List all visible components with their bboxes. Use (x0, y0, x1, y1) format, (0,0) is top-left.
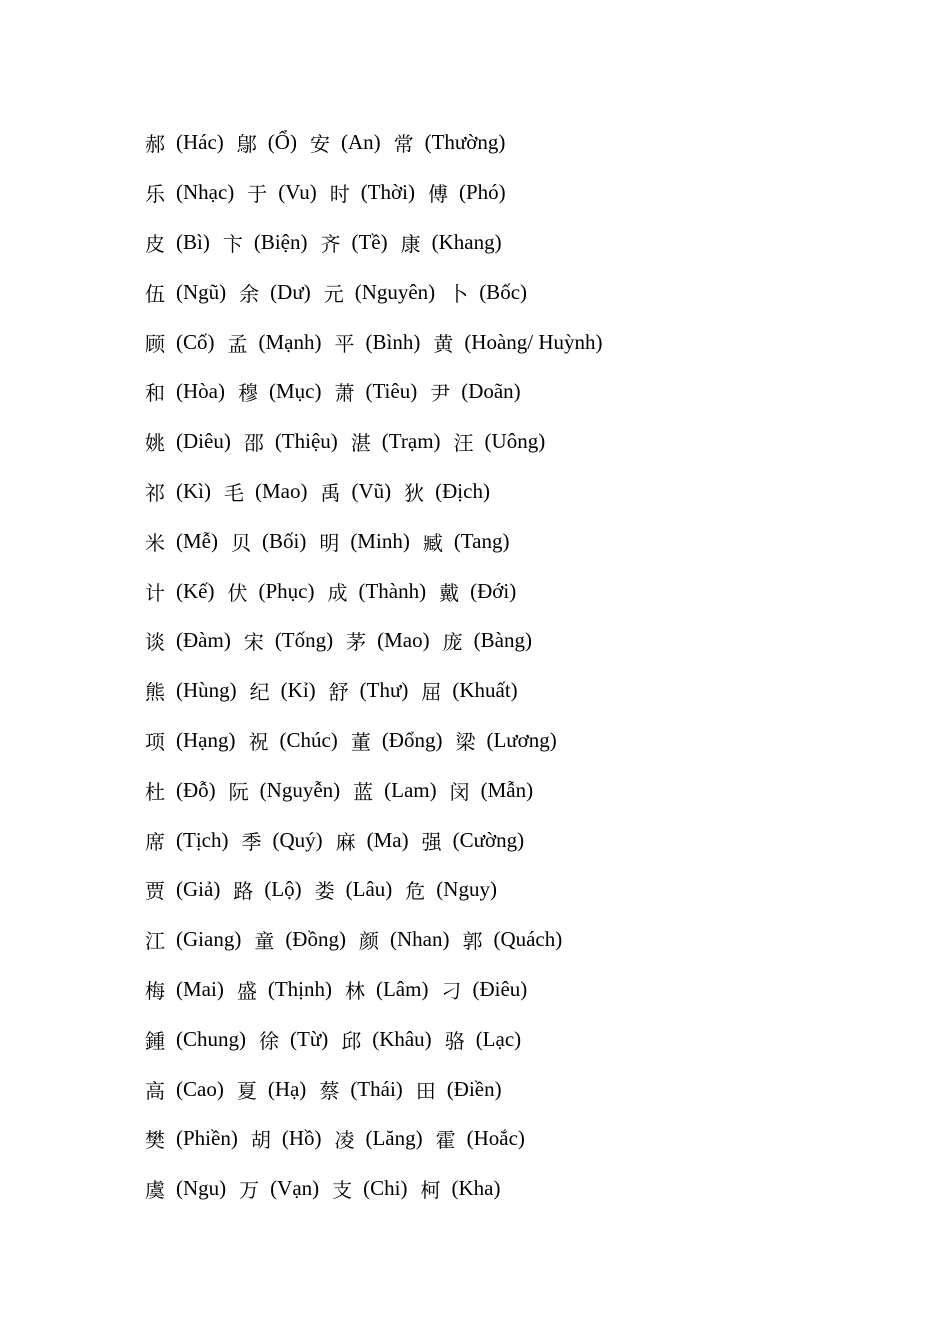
han-character: 夏 (236, 1078, 257, 1103)
han-character: 闵 (449, 779, 470, 804)
han-character: 计 (145, 580, 165, 605)
surname-entry (319, 527, 410, 556)
vietnamese-reading: (Hồ) (281, 1126, 322, 1151)
surname-entry (423, 527, 510, 556)
surname-entry (439, 577, 516, 606)
surname-entry (233, 875, 301, 904)
han-character: 谈 (145, 630, 165, 655)
vietnamese-reading: (Phó) (458, 180, 506, 205)
vietnamese-reading: (Chung) (176, 1026, 246, 1051)
han-character: 路 (233, 879, 254, 904)
vietnamese-reading: (Kế) (176, 578, 215, 603)
surname-entry (320, 477, 391, 506)
han-character: 郝 (145, 132, 165, 157)
han-character: 祝 (248, 729, 269, 754)
surname-entry (334, 328, 420, 357)
vietnamese-reading: (Biện) (253, 229, 308, 254)
surname-entry (334, 1124, 422, 1153)
han-character: 余 (239, 281, 260, 306)
surname-list (145, 118, 616, 1214)
vietnamese-reading: (Đàm) (176, 628, 231, 653)
vietnamese-reading: (Cao) (176, 1076, 224, 1101)
han-character: 刁 (441, 978, 462, 1003)
han-character: 茅 (346, 630, 367, 655)
surname-row (145, 1014, 616, 1064)
han-character: 康 (400, 231, 421, 256)
han-character: 董 (350, 729, 371, 754)
surname-entry (250, 676, 316, 705)
han-character: 乐 (145, 182, 165, 207)
han-character: 霍 (435, 1128, 456, 1153)
han-character: 凌 (334, 1128, 355, 1153)
vietnamese-reading: (Bình) (365, 329, 421, 354)
surname-entry (441, 975, 527, 1004)
surname-row (145, 965, 616, 1015)
han-character: 常 (393, 132, 414, 157)
surname-row (145, 765, 616, 815)
han-character: 纪 (249, 680, 270, 705)
surname-entry (241, 826, 322, 855)
han-character: 高 (145, 1078, 165, 1103)
han-character: 梅 (145, 978, 165, 1003)
han-character: 徐 (259, 1028, 279, 1053)
surname-row (145, 716, 616, 766)
surname-row (145, 168, 616, 218)
han-character: 于 (247, 182, 268, 207)
surname-row (145, 417, 616, 467)
vietnamese-reading: (Khuất) (452, 678, 518, 703)
vietnamese-reading: (Lạc) (475, 1026, 522, 1051)
vietnamese-reading: (Chi) (363, 1176, 408, 1201)
vietnamese-reading: (Giả) (176, 877, 221, 902)
vietnamese-reading: (Giang) (176, 927, 242, 952)
surname-entry (145, 377, 225, 406)
han-character: 骆 (444, 1028, 465, 1053)
han-character: 万 (239, 1178, 260, 1203)
vietnamese-reading: (Đỗ) (176, 777, 216, 802)
han-character: 元 (323, 281, 344, 306)
surname-entry (145, 128, 224, 157)
surname-entry (394, 128, 506, 157)
han-character: 支 (332, 1178, 353, 1203)
surname-entry (443, 626, 532, 655)
vietnamese-reading: (Minh) (350, 528, 410, 553)
vietnamese-reading: (Trạm) (381, 429, 441, 454)
han-character: 杜 (145, 779, 165, 804)
surname-entry (145, 577, 214, 606)
han-character: 江 (145, 929, 165, 954)
han-character: 邱 (341, 1028, 362, 1053)
surname-entry (416, 1075, 502, 1104)
vietnamese-reading: (Lam) (384, 777, 437, 802)
han-character: 贝 (230, 530, 251, 555)
surname-entry (259, 1025, 328, 1054)
vietnamese-reading: (Đổng) (381, 727, 443, 752)
han-character: 毛 (224, 480, 244, 505)
han-character: 明 (319, 530, 340, 555)
han-character: 和 (145, 381, 165, 406)
han-character: 梁 (455, 729, 476, 754)
han-character: 强 (421, 829, 442, 854)
surname-entry (421, 676, 517, 705)
surname-row (145, 566, 616, 616)
surname-entry (346, 626, 429, 655)
vietnamese-reading: (Thường) (424, 130, 506, 155)
vietnamese-reading: (Thái) (350, 1076, 403, 1101)
vietnamese-reading: (Nhan) (389, 927, 450, 952)
surname-entry (248, 726, 337, 755)
surname-row (145, 218, 616, 268)
surname-entry (334, 377, 417, 406)
vietnamese-reading: (Kha) (451, 1176, 501, 1201)
surname-entry (145, 776, 216, 805)
surname-row (145, 118, 616, 168)
vietnamese-reading: (Quách) (493, 927, 563, 952)
han-character: 柯 (420, 1178, 441, 1203)
han-character: 尹 (430, 381, 451, 406)
vietnamese-reading: (Quý) (272, 827, 323, 852)
vietnamese-reading: (Ngũ) (176, 279, 227, 304)
surname-entry (351, 427, 441, 456)
vietnamese-reading: (Lộ) (264, 877, 302, 902)
vietnamese-reading: (Vũ) (351, 478, 392, 503)
surname-entry (145, 726, 235, 755)
vietnamese-reading: (Khang) (431, 229, 502, 254)
surname-entry (319, 1075, 402, 1104)
vietnamese-reading: (Bàng) (473, 628, 532, 653)
vietnamese-reading: (Nhạc) (176, 180, 235, 205)
han-character: 米 (145, 530, 165, 555)
han-character: 席 (145, 829, 165, 854)
han-character: 时 (329, 182, 350, 207)
vietnamese-reading: (Ma) (366, 827, 409, 852)
han-character: 危 (405, 879, 426, 904)
han-character: 蔡 (319, 1078, 340, 1103)
surname-entry (145, 278, 226, 307)
surname-entry (145, 228, 210, 257)
vietnamese-reading: (Thiệu) (274, 429, 338, 454)
vietnamese-reading: (Vạn) (270, 1176, 320, 1201)
surname-entry (145, 676, 237, 705)
surname-entry (145, 1075, 224, 1104)
surname-entry (244, 626, 333, 655)
vietnamese-reading: (Từ) (290, 1026, 329, 1051)
han-character: 戴 (439, 580, 460, 605)
surname-entry (320, 228, 387, 257)
vietnamese-reading: (Hùng) (176, 678, 237, 703)
surname-row (145, 467, 616, 517)
surname-entry (330, 178, 415, 207)
surname-row (145, 1164, 616, 1214)
vietnamese-reading: (Uông) (484, 429, 546, 454)
surname-entry (145, 1174, 226, 1203)
han-character: 鍾 (145, 1028, 165, 1053)
surname-entry (231, 527, 306, 556)
han-character: 项 (145, 729, 165, 754)
surname-entry (145, 1025, 246, 1054)
vietnamese-reading: (Hoàng/ Huỳnh) (464, 329, 603, 354)
surname-entry (422, 826, 524, 855)
surname-entry (228, 328, 322, 357)
surname-entry (145, 1124, 238, 1153)
vietnamese-reading: (Mẫn) (480, 777, 534, 802)
vietnamese-reading: (Chúc) (279, 727, 338, 752)
surname-entry (351, 726, 443, 755)
surname-entry (359, 925, 449, 954)
surname-row (145, 915, 616, 965)
vietnamese-reading: (Tiêu) (365, 379, 418, 404)
vietnamese-reading: (Nguyễn) (259, 777, 341, 802)
surname-row (145, 815, 616, 865)
surname-entry (145, 477, 211, 506)
han-character: 卜 (448, 281, 469, 306)
vietnamese-reading: (Đồng) (285, 927, 346, 952)
vietnamese-reading: (Mao) (255, 478, 308, 503)
han-character: 林 (344, 978, 365, 1003)
vietnamese-reading: (Thịnh) (267, 976, 332, 1001)
vietnamese-reading: (Phục) (258, 578, 315, 603)
vietnamese-reading: (Tịch) (176, 827, 229, 852)
vietnamese-reading: (Tống) (274, 628, 334, 653)
vietnamese-reading: (Khâu) (372, 1026, 432, 1051)
surname-entry (145, 427, 231, 456)
surname-entry (436, 1124, 525, 1153)
han-character: 穆 (237, 381, 258, 406)
vietnamese-reading: (Bì) (176, 229, 210, 254)
surname-entry (420, 1174, 500, 1203)
vietnamese-reading: (Diêu) (176, 429, 231, 454)
han-character: 顾 (145, 331, 165, 356)
vietnamese-reading: (Ngu) (176, 1176, 227, 1201)
han-character: 齐 (320, 231, 341, 256)
vietnamese-reading: (Kỉ) (280, 678, 316, 703)
surname-entry (454, 427, 546, 456)
surname-entry (310, 128, 381, 157)
surname-entry (239, 278, 311, 307)
surname-entry (404, 477, 490, 506)
vietnamese-reading: (Ổ) (267, 130, 297, 155)
surname-row (145, 1064, 616, 1114)
surname-entry (145, 328, 215, 357)
surname-row (145, 267, 616, 317)
surname-entry (315, 875, 393, 904)
han-character: 平 (334, 331, 355, 356)
vietnamese-reading: (Bốc) (479, 279, 528, 304)
han-character: 阮 (228, 779, 249, 804)
vietnamese-reading: (Hoắc) (466, 1126, 525, 1151)
surname-entry (145, 178, 234, 207)
vietnamese-reading: (Điền) (446, 1076, 502, 1101)
vietnamese-reading: (Lâu) (345, 877, 393, 902)
vietnamese-reading: (Hạ) (267, 1076, 307, 1101)
han-character: 童 (254, 929, 275, 954)
vietnamese-reading: (Thư) (359, 678, 409, 703)
surname-entry (430, 377, 520, 406)
vietnamese-reading: (Hạng) (176, 727, 236, 752)
han-character: 宋 (243, 630, 264, 655)
surname-entry (332, 1174, 407, 1203)
vietnamese-reading: (Thời) (360, 180, 415, 205)
surname-row (145, 666, 616, 716)
surname-entry (237, 1075, 306, 1104)
vietnamese-reading: (Dư) (270, 279, 311, 304)
surname-entry (224, 477, 307, 506)
surname-entry (145, 975, 224, 1004)
surname-row (145, 1114, 616, 1164)
vietnamese-reading: (Mai) (176, 976, 224, 1001)
surname-entry (237, 975, 332, 1004)
vietnamese-reading: (Nguyên) (354, 279, 436, 304)
surname-entry (401, 228, 502, 257)
han-character: 舒 (328, 680, 349, 705)
han-character: 卞 (222, 231, 243, 256)
surname-entry (450, 776, 533, 805)
surname-entry (239, 1174, 319, 1203)
surname-entry (229, 776, 340, 805)
vietnamese-reading: (Hòa) (176, 379, 225, 404)
surname-row (145, 516, 616, 566)
surname-entry (254, 925, 346, 954)
vietnamese-reading: (Kì) (176, 478, 211, 503)
vietnamese-reading: (Thành) (358, 578, 427, 603)
han-character: 伍 (145, 281, 165, 306)
han-character: 禹 (320, 480, 341, 505)
vietnamese-reading: (Mao) (377, 628, 430, 653)
vietnamese-reading: (Mạnh) (258, 329, 322, 354)
surname-entry (341, 1025, 431, 1054)
han-character: 邵 (243, 431, 264, 456)
surname-row (145, 616, 616, 666)
han-character: 伏 (227, 580, 248, 605)
surname-entry (433, 328, 602, 357)
surname-entry (237, 128, 297, 157)
surname-entry (145, 626, 231, 655)
surname-entry (327, 577, 426, 606)
han-character: 盛 (236, 978, 257, 1003)
han-character: 祁 (145, 480, 165, 505)
han-character: 田 (415, 1078, 436, 1103)
vietnamese-reading: (Lăng) (365, 1126, 423, 1151)
surname-entry (227, 577, 314, 606)
surname-entry (345, 975, 428, 1004)
vietnamese-reading: (Nguy) (436, 877, 497, 902)
han-character: 贾 (145, 879, 165, 904)
han-character: 黄 (433, 331, 454, 356)
vietnamese-reading: (Đới) (470, 578, 517, 603)
han-character: 鄔 (236, 132, 257, 157)
han-character: 郭 (462, 929, 483, 954)
han-character: 颜 (358, 929, 379, 954)
surname-row (145, 865, 616, 915)
vietnamese-reading: (Vu) (278, 180, 317, 205)
surname-entry (462, 925, 562, 954)
surname-entry (247, 178, 316, 207)
han-character: 庞 (442, 630, 463, 655)
vietnamese-reading: (Hác) (176, 130, 224, 155)
surname-entry (455, 726, 556, 755)
surname-entry (145, 875, 220, 904)
han-character: 麻 (335, 829, 356, 854)
surname-entry (428, 178, 506, 207)
vietnamese-reading: (Cường) (452, 827, 525, 852)
surname-entry (145, 527, 218, 556)
han-character: 萧 (334, 381, 355, 406)
vietnamese-reading: (Tề) (351, 229, 388, 254)
vietnamese-reading: (Doãn) (461, 379, 521, 404)
han-character: 孟 (227, 331, 248, 356)
han-character: 虞 (145, 1178, 165, 1203)
surname-entry (324, 278, 435, 307)
vietnamese-reading: (Bối) (261, 528, 307, 553)
han-character: 季 (241, 829, 262, 854)
surname-row (145, 367, 616, 417)
han-character: 屈 (421, 680, 442, 705)
surname-row (145, 317, 616, 367)
vietnamese-reading: (Địch) (435, 478, 490, 503)
surname-entry (238, 377, 321, 406)
vietnamese-reading: (Lâm) (375, 976, 429, 1001)
han-character: 臧 (422, 530, 443, 555)
surname-entry (145, 826, 228, 855)
surname-entry (405, 875, 497, 904)
han-character: 傅 (427, 182, 448, 207)
han-character: 胡 (250, 1128, 271, 1153)
vietnamese-reading: (Điêu) (472, 976, 528, 1001)
han-character: 熊 (145, 680, 165, 705)
han-character: 皮 (145, 231, 165, 256)
vietnamese-reading: (Cố) (176, 329, 215, 354)
surname-entry (445, 1025, 521, 1054)
vietnamese-reading: (Phiền) (176, 1126, 238, 1151)
surname-entry (329, 676, 409, 705)
han-character: 狄 (404, 480, 425, 505)
han-character: 娄 (314, 879, 335, 904)
surname-entry (353, 776, 436, 805)
han-character: 湛 (350, 431, 371, 456)
han-character: 姚 (145, 431, 165, 456)
han-character: 成 (327, 580, 348, 605)
vietnamese-reading: (Mục) (268, 379, 322, 404)
surname-entry (251, 1124, 322, 1153)
vietnamese-reading: (Tang) (453, 528, 510, 553)
vietnamese-reading: (Mễ) (176, 528, 218, 553)
han-character: 安 (309, 132, 330, 157)
surname-entry (336, 826, 409, 855)
han-character: 蓝 (353, 779, 374, 804)
surname-entry (244, 427, 338, 456)
surname-entry (145, 925, 241, 954)
han-character: 樊 (145, 1128, 165, 1153)
surname-entry (223, 228, 308, 257)
han-character: 汪 (453, 431, 474, 456)
vietnamese-reading: (Lương) (486, 727, 557, 752)
surname-entry (448, 278, 527, 307)
vietnamese-reading: (An) (340, 130, 381, 155)
